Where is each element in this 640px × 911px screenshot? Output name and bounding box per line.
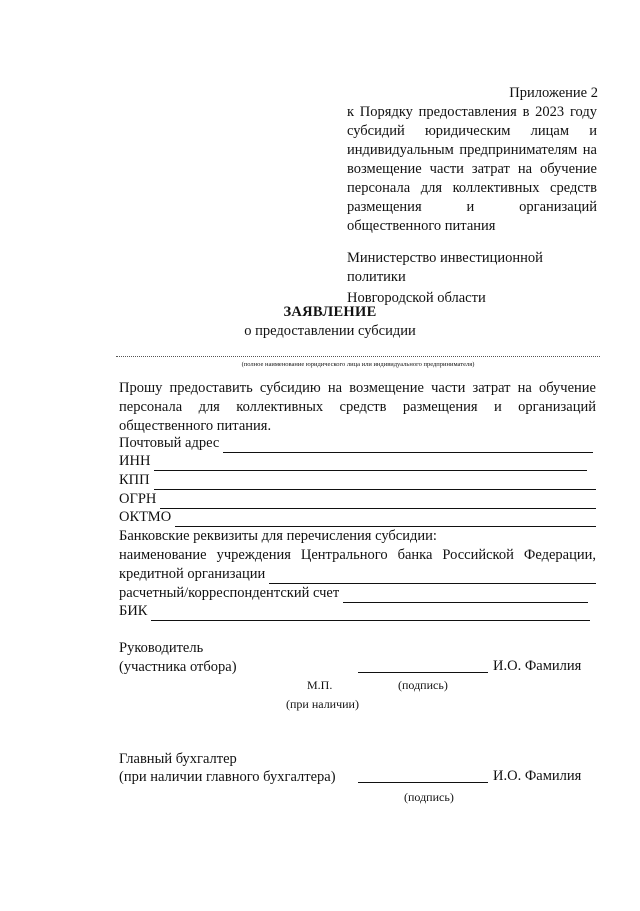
appendix-title: Приложение 2 — [509, 85, 598, 101]
account-input[interactable] — [343, 589, 588, 603]
kpp-field[interactable] — [119, 471, 596, 490]
ogrn-label: ОГРН — [119, 491, 157, 507]
applicant-name-line[interactable] — [116, 356, 600, 357]
appendix-line: размещения и организаций — [347, 199, 597, 215]
recipient-line: Новгородской области — [347, 290, 486, 306]
head-signature-line[interactable] — [358, 671, 488, 673]
stamp-note: (при наличии) — [286, 697, 359, 711]
oktmo-field[interactable] — [119, 508, 596, 527]
appendix-line: возмещение части затрат на обучение — [347, 161, 597, 177]
ogrn-field[interactable] — [119, 490, 596, 509]
accountant-title: Главный бухгалтер — [119, 751, 237, 767]
appendix-line: индивидуальным предпринимателям на — [347, 142, 597, 158]
inn-field[interactable] — [119, 452, 587, 471]
postal-address-label: Почтовый адрес — [119, 435, 220, 451]
accountant-name: И.О. Фамилия — [493, 768, 582, 784]
request-line: персонала для коллективных средств размещения и организаций — [119, 399, 596, 415]
recipient-line: Министерство инвестиционной политики — [347, 250, 543, 285]
bank-line: наименование учреждения Центрального банка Российской Федерации, — [119, 547, 596, 563]
head-title: Руководитель — [119, 640, 204, 656]
kpp-input[interactable] — [154, 476, 596, 490]
credit-org-input[interactable] — [269, 570, 596, 584]
bank-heading: Банковские реквизиты для перечисления субсидии: — [119, 528, 437, 544]
head-subtitle: (участника отбора) — [119, 659, 237, 675]
account-field[interactable] — [119, 584, 588, 603]
inn-label: ИНН — [119, 453, 151, 469]
bik-field[interactable] — [119, 602, 590, 621]
accountant-signature-caption: (подпись) — [404, 790, 454, 804]
ogrn-input[interactable] — [160, 495, 596, 509]
applicant-caption: (полное наименование юридического лица или индивидуального предпринимателя) — [241, 361, 475, 368]
bik-input[interactable] — [151, 607, 590, 621]
appendix-line: персонала для коллективных средств — [347, 180, 597, 196]
stamp-label: М.П. — [307, 678, 333, 692]
document-title: ЗАЯВЛЕНИЕ — [283, 304, 377, 320]
recipient — [347, 249, 599, 308]
postal-address-field[interactable] — [119, 434, 593, 453]
accountant-subtitle: (при наличии главного бухгалтера) — [119, 769, 336, 785]
head-signature-caption: (подпись) — [398, 678, 448, 692]
appendix-line: общественного питания — [347, 218, 496, 234]
appendix-line: к Порядку предоставления в 2023 году — [347, 104, 597, 120]
kpp-label: КПП — [119, 472, 150, 488]
bik-label: БИК — [119, 603, 148, 619]
document-subtitle: о предоставлении субсидии — [244, 323, 416, 339]
account-label: расчетный/корреспондентский счет — [119, 585, 340, 601]
appendix-line: субсидий юридическим лицам и — [347, 123, 597, 139]
inn-input[interactable] — [154, 457, 587, 471]
appendix-reference — [347, 103, 597, 236]
oktmo-label: ОКТМО — [119, 509, 172, 525]
postal-address-input[interactable] — [223, 439, 593, 453]
head-name: И.О. Фамилия — [493, 658, 582, 674]
credit-org-label: кредитной организации — [119, 566, 266, 582]
request-line: Прошу предоставить субсидию на возмещение части затрат на обучение — [119, 380, 596, 396]
oktmo-input[interactable] — [175, 513, 596, 527]
accountant-signature-line[interactable] — [358, 781, 488, 783]
request-line: общественного питания. — [119, 418, 272, 434]
credit-org-field[interactable] — [119, 565, 596, 584]
